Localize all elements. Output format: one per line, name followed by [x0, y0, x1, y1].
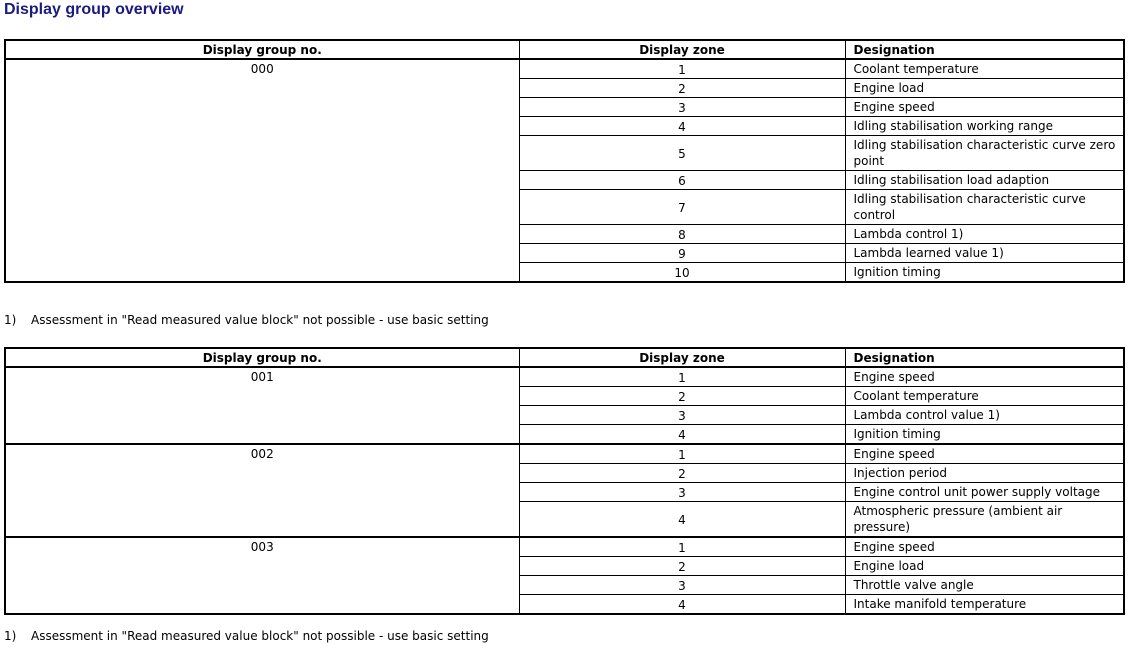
designation-cell: Lambda learned value 1)	[845, 244, 1124, 263]
designation-cell: Throttle valve angle	[845, 576, 1124, 595]
display-zone-cell: 1	[519, 444, 845, 464]
designation-cell: Idling stabilisation load adaption	[845, 171, 1124, 190]
header-display-zone: Display zone	[519, 40, 845, 59]
display-group-table-1	[4, 39, 1125, 283]
footnote-marker: 1)	[4, 629, 17, 643]
table-header-row	[5, 348, 1124, 367]
table-row	[5, 537, 1124, 557]
display-zone-cell: 2	[519, 557, 845, 576]
footnote-1	[4, 313, 489, 327]
designation-cell: Lambda control 1)	[845, 225, 1124, 244]
display-zone-cell: 1	[519, 537, 845, 557]
header-designation: Designation	[845, 348, 1124, 367]
table-row	[5, 444, 1124, 464]
designation-cell: Coolant temperature	[845, 387, 1124, 406]
display-group-no-cell: 002	[5, 444, 519, 537]
designation-cell: Intake manifold temperature	[845, 595, 1124, 615]
display-group-no-cell: 001	[5, 367, 519, 444]
display-group-no-cell: 003	[5, 537, 519, 614]
designation-cell: Lambda control value 1)	[845, 406, 1124, 425]
designation-cell: Atmospheric pressure (ambient air pressure)	[845, 502, 1124, 538]
display-zone-cell: 6	[519, 171, 845, 190]
header-display-group-no: Display group no.	[5, 40, 519, 59]
table-row	[5, 367, 1124, 387]
display-zone-cell: 3	[519, 98, 845, 117]
display-zone-cell: 2	[519, 387, 845, 406]
designation-cell: Engine speed	[845, 444, 1124, 464]
designation-cell: Engine speed	[845, 537, 1124, 557]
designation-cell: Engine speed	[845, 367, 1124, 387]
display-zone-cell: 8	[519, 225, 845, 244]
page-title: Display group overview	[4, 1, 184, 18]
display-zone-cell: 4	[519, 502, 845, 538]
footnote-text: Assessment in "Read measured value block" not possible - use basic setting	[31, 313, 489, 327]
display-zone-cell: 3	[519, 576, 845, 595]
display-group-no-cell: 000	[5, 59, 519, 282]
display-zone-cell: 7	[519, 190, 845, 225]
display-group-table-2	[4, 347, 1125, 615]
table-row	[5, 59, 1124, 79]
footnote-2	[4, 629, 489, 643]
designation-cell: Idling stabilisation characteristic curve zero point	[845, 136, 1124, 171]
display-zone-cell: 1	[519, 59, 845, 79]
footnote-text: Assessment in "Read measured value block" not possible - use basic setting	[31, 629, 489, 643]
header-display-group-no: Display group no.	[5, 348, 519, 367]
designation-cell: Injection period	[845, 464, 1124, 483]
display-zone-cell: 9	[519, 244, 845, 263]
designation-cell: Engine load	[845, 557, 1124, 576]
designation-cell: Engine load	[845, 79, 1124, 98]
display-zone-cell: 10	[519, 263, 845, 283]
designation-cell: Idling stabilisation working range	[845, 117, 1124, 136]
designation-cell: Idling stabilisation characteristic curve control	[845, 190, 1124, 225]
designation-cell: Ignition timing	[845, 263, 1124, 283]
display-zone-cell: 4	[519, 425, 845, 445]
footnote-marker: 1)	[4, 313, 17, 327]
display-zone-cell: 3	[519, 483, 845, 502]
designation-cell: Engine speed	[845, 98, 1124, 117]
display-zone-cell: 4	[519, 117, 845, 136]
header-designation: Designation	[845, 40, 1124, 59]
display-zone-cell: 2	[519, 79, 845, 98]
display-zone-cell: 4	[519, 595, 845, 615]
designation-cell: Engine control unit power supply voltage	[845, 483, 1124, 502]
display-zone-cell: 3	[519, 406, 845, 425]
designation-cell: Ignition timing	[845, 425, 1124, 445]
header-display-zone: Display zone	[519, 348, 845, 367]
display-zone-cell: 2	[519, 464, 845, 483]
table-header-row	[5, 40, 1124, 59]
display-zone-cell: 1	[519, 367, 845, 387]
designation-cell: Coolant temperature	[845, 59, 1124, 79]
display-zone-cell: 5	[519, 136, 845, 171]
